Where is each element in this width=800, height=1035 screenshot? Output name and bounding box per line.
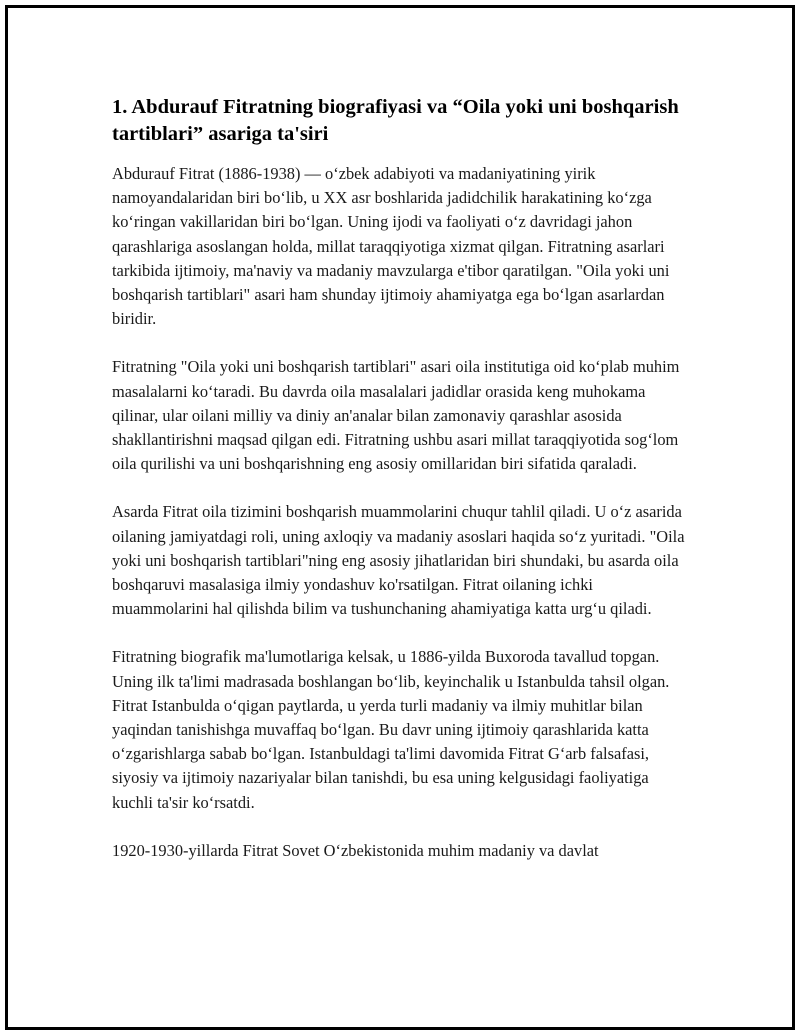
paragraph-analysis: Asarda Fitrat oila tizimini boshqarish muammolarini chuqur tahlil qiladi. U o‘z asarida oilaning jamiyatdagi roli, uning axloqiy va madaniy asoslari haqida so‘z yuritadi. "Oila yoki uni boshqarish tartiblari"ning eng asosiy jihatlaridan biri shundaki, bu asarda oila boshqaruvi masalasiga ilmiy yondashuv ko'rsatilgan. Fitrat oilaning ichki muammolarini hal qilishda bilim va tushunchaning ahamiyatiga katta urg‘u qiladi. (112, 502, 685, 619)
document-body (112, 94, 692, 887)
document-heading: 1. Abdurauf Fitratning biografiyasi va “Oila yoki uni boshqarish tartiblari” asariga ta'siri (112, 96, 679, 145)
paragraph-family-institution: Fitratning "Oila yoki uni boshqarish tartiblari" asari oila institutiga oid ko‘plab muhim masalalarni ko‘taradi. Bu davrda oila masalalari jadidlar orasida keng muhokama qilinar, ular oilani milliy va diniy an'analar bilan zamonaviy qarashlar asosida shakllantirishni maqsad qilgan edi. Fitratning ushbu asari millat taraqqiyotida sog‘lom oila qurilishi va uni boshqarishning eng asosiy omillaridan biri sifatida qaraladi. (112, 357, 680, 474)
paragraph-soviet-period: 1920-1930-yillarda Fitrat Sovet O‘zbekistonida muhim madaniy va davlat (112, 840, 599, 860)
paragraph-biography: Fitratning biografik ma'lumotlariga kelsak, u 1886-yilda Buxoroda tavallud topgan. Uning ilk ta'limi madrasada boshlangan bo‘lib, keyinchalik u Istanbulda tahsil olgan. Fitrat Istanbulda o‘qigan paytlarda, u yerda turli madaniy va ilmiy muhitlar bilan yaqindan tanishishga muvaffaq bo‘lgan. Bu davr uning ijtimoiy qarashlarida katta o‘zgarishlarga sabab bo‘lgan. Istanbuldagi ta'limi davomida Fitrat G‘arb falsafasi, siyosiy va ijtimoiy nazariyalar bilan tanishdi, bu esa uning kelgusidagi faoliyatiga kuchli ta'sir ko‘rsatdi. (112, 647, 670, 812)
paragraph-intro: Abdurauf Fitrat (1886-1938) — o‘zbek adabiyoti va madaniyatining yirik namoyandalaridan biri bo‘lib, u XX asr boshlarida jadidchilik harakatining ko‘zga ko‘ringan vakillaridan biri bo‘lgan. Uning ijodi va faoliyati o‘z davridagi jahon qarashlariga asoslangan holda, millat taraqqiyotiga xizmat qilgan. Fitratning asarlari tarkibida ijtimoiy, ma'naviy va madaniy mavzularga e'tibor qaratilgan. "Oila yoki uni boshqarish tartiblari" asari ham shunday ijtimoiy ahamiyatga ega bo‘lgan asarlardan biridir. (112, 164, 670, 329)
